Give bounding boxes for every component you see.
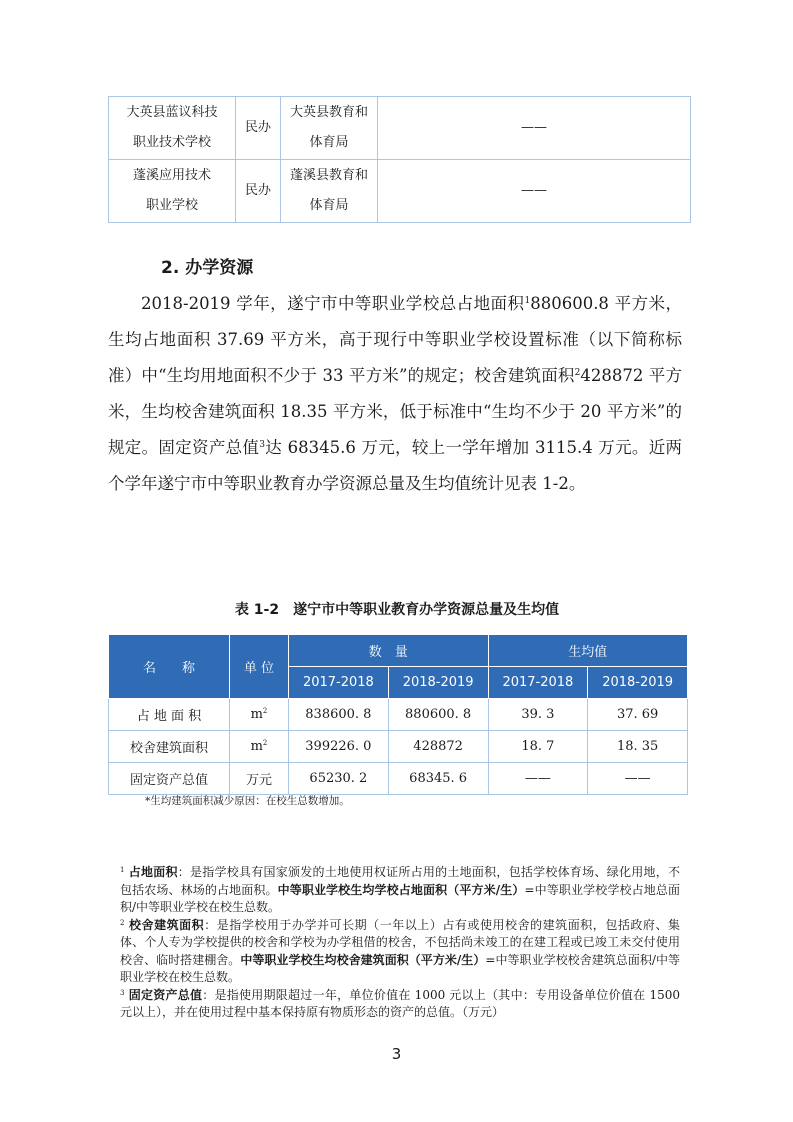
- row-quantity-2017: 838600. 8: [289, 699, 389, 731]
- row-per-student-2018: 18. 35: [588, 731, 688, 763]
- header-name: 名 称: [109, 635, 230, 699]
- row-per-student-2017: ——: [488, 763, 588, 795]
- header-per-student: 生均值: [488, 635, 688, 667]
- header-year: 2017-2018: [488, 667, 588, 699]
- department-cell: 蓬溪县教育和 体育局: [281, 160, 378, 223]
- school-list-table: [108, 96, 691, 223]
- header-unit: 单 位: [230, 635, 289, 699]
- school-name-cell: 大英县蓝议科技 职业技术学校: [109, 97, 236, 160]
- row-quantity-2018: 428872: [388, 731, 488, 763]
- resource-table: [108, 634, 688, 795]
- row-name: 占 地 面 积: [109, 699, 230, 731]
- table-row: [109, 731, 688, 763]
- row-per-student-2018: ——: [588, 763, 688, 795]
- table-row: [109, 160, 691, 223]
- page-number: 3: [391, 1045, 402, 1063]
- footnotes: [120, 864, 680, 1022]
- school-name-cell: 蓬溪应用技术 职业学校: [109, 160, 236, 223]
- header-year: 2018-2019: [388, 667, 488, 699]
- department-cell: 大英县教育和 体育局: [281, 97, 378, 160]
- table-note: *生均建筑面积减少原因：在校生总数增加。: [145, 795, 350, 807]
- row-unit: $m^2$: [230, 731, 289, 763]
- row-quantity-2018: 880600. 8: [388, 699, 488, 731]
- row-quantity-2017: 399226. 0: [289, 731, 389, 763]
- footnote-2: $^2$ 校舍建筑面积：是指学校用于办学并可长期（一年以上）占有或使用校舍的建筑面积，包括政府、集体、个人专为学校提供的校舍和学校为办学租借的校舍，不包括尚未竣工的在建工程或已竣工未交付使用校舍、临时搭建棚舍。中等职业学校生均校舍建筑面积（平方米/生）=中等职业学校校舍建筑总面积/中等职业学校在校生总数。: [120, 917, 680, 984]
- footnote-ref-3[interactable]: 3: [259, 440, 265, 450]
- remark-cell: ——: [378, 97, 691, 160]
- header-row: [109, 635, 688, 667]
- header-year: 2018-2019: [588, 667, 688, 699]
- remark-cell: ——: [378, 160, 691, 223]
- row-per-student-2017: 39. 3: [488, 699, 588, 731]
- row-per-student-2018: 37. 69: [588, 699, 688, 731]
- footnote-ref-1[interactable]: 1: [524, 296, 531, 306]
- header-quantity: 数 量: [289, 635, 489, 667]
- row-quantity-2018: 68345. 6: [388, 763, 488, 795]
- footnote-ref-2[interactable]: 2: [574, 368, 581, 378]
- row-quantity-2017: 65230. 2: [289, 763, 389, 795]
- section-heading: 2. 办学资源: [161, 258, 254, 278]
- table-row: [109, 699, 688, 731]
- table-caption: 表 1-2 遂宁市中等职业教育办学资源总量及生均值: [234, 602, 560, 618]
- header-year: 2017-2018: [289, 667, 389, 699]
- footnote-1: $^1$ 占地面积：是指学校具有国家颁发的土地使用权证所占用的土地面积，包括学校体育场、绿化用地，不包括农场、林场的占地面积。中等职业学校生均学校占地面积（平方米/生）=中等职业学校学校占地总面积/中等职业学校在校生总数。: [120, 865, 680, 914]
- row-per-student-2017: 18. 7: [488, 731, 588, 763]
- body-paragraph: 2018-2019 学年，遂宁市中等职业学校总占地面积$^1$880600.8 平方米，生均占地面积 37.69 平方米，高于现行中等职业学校设置标准（以下简称标准）中“生均用地面积不少于 33 平方米”的规定；校舍建筑面积$^2$428872 平方米，生均校舍建筑面积 18.35 平方米，低于标准中“生均不少于 20 平方米”的规定。固定资产总值$^3$达 68345.6 万元，较上一学年增加 3115.4 万元。近两个学年遂宁市中等职业教育办学资源总量及生均值统计见表 1-2。: [108, 294, 683, 493]
- footnote-3: $^3$ 固定资产总值：是指使用期限超过一年，单位价值在 1000 元以上（其中：专用设备单位价值在 1500 元以上），并在使用过程中基本保持原有物质形态的资产的总值。（万元）: [120, 987, 680, 1019]
- row-unit: 万元: [230, 763, 289, 795]
- school-type-cell: 民办: [236, 97, 281, 160]
- table-row: [109, 97, 691, 160]
- school-type-cell: 民办: [236, 160, 281, 223]
- row-name: 校舍建筑面积: [109, 731, 230, 763]
- row-unit: $m^2$: [230, 699, 289, 731]
- table-row: [109, 763, 688, 795]
- row-name: 固定资产总值: [109, 763, 230, 795]
